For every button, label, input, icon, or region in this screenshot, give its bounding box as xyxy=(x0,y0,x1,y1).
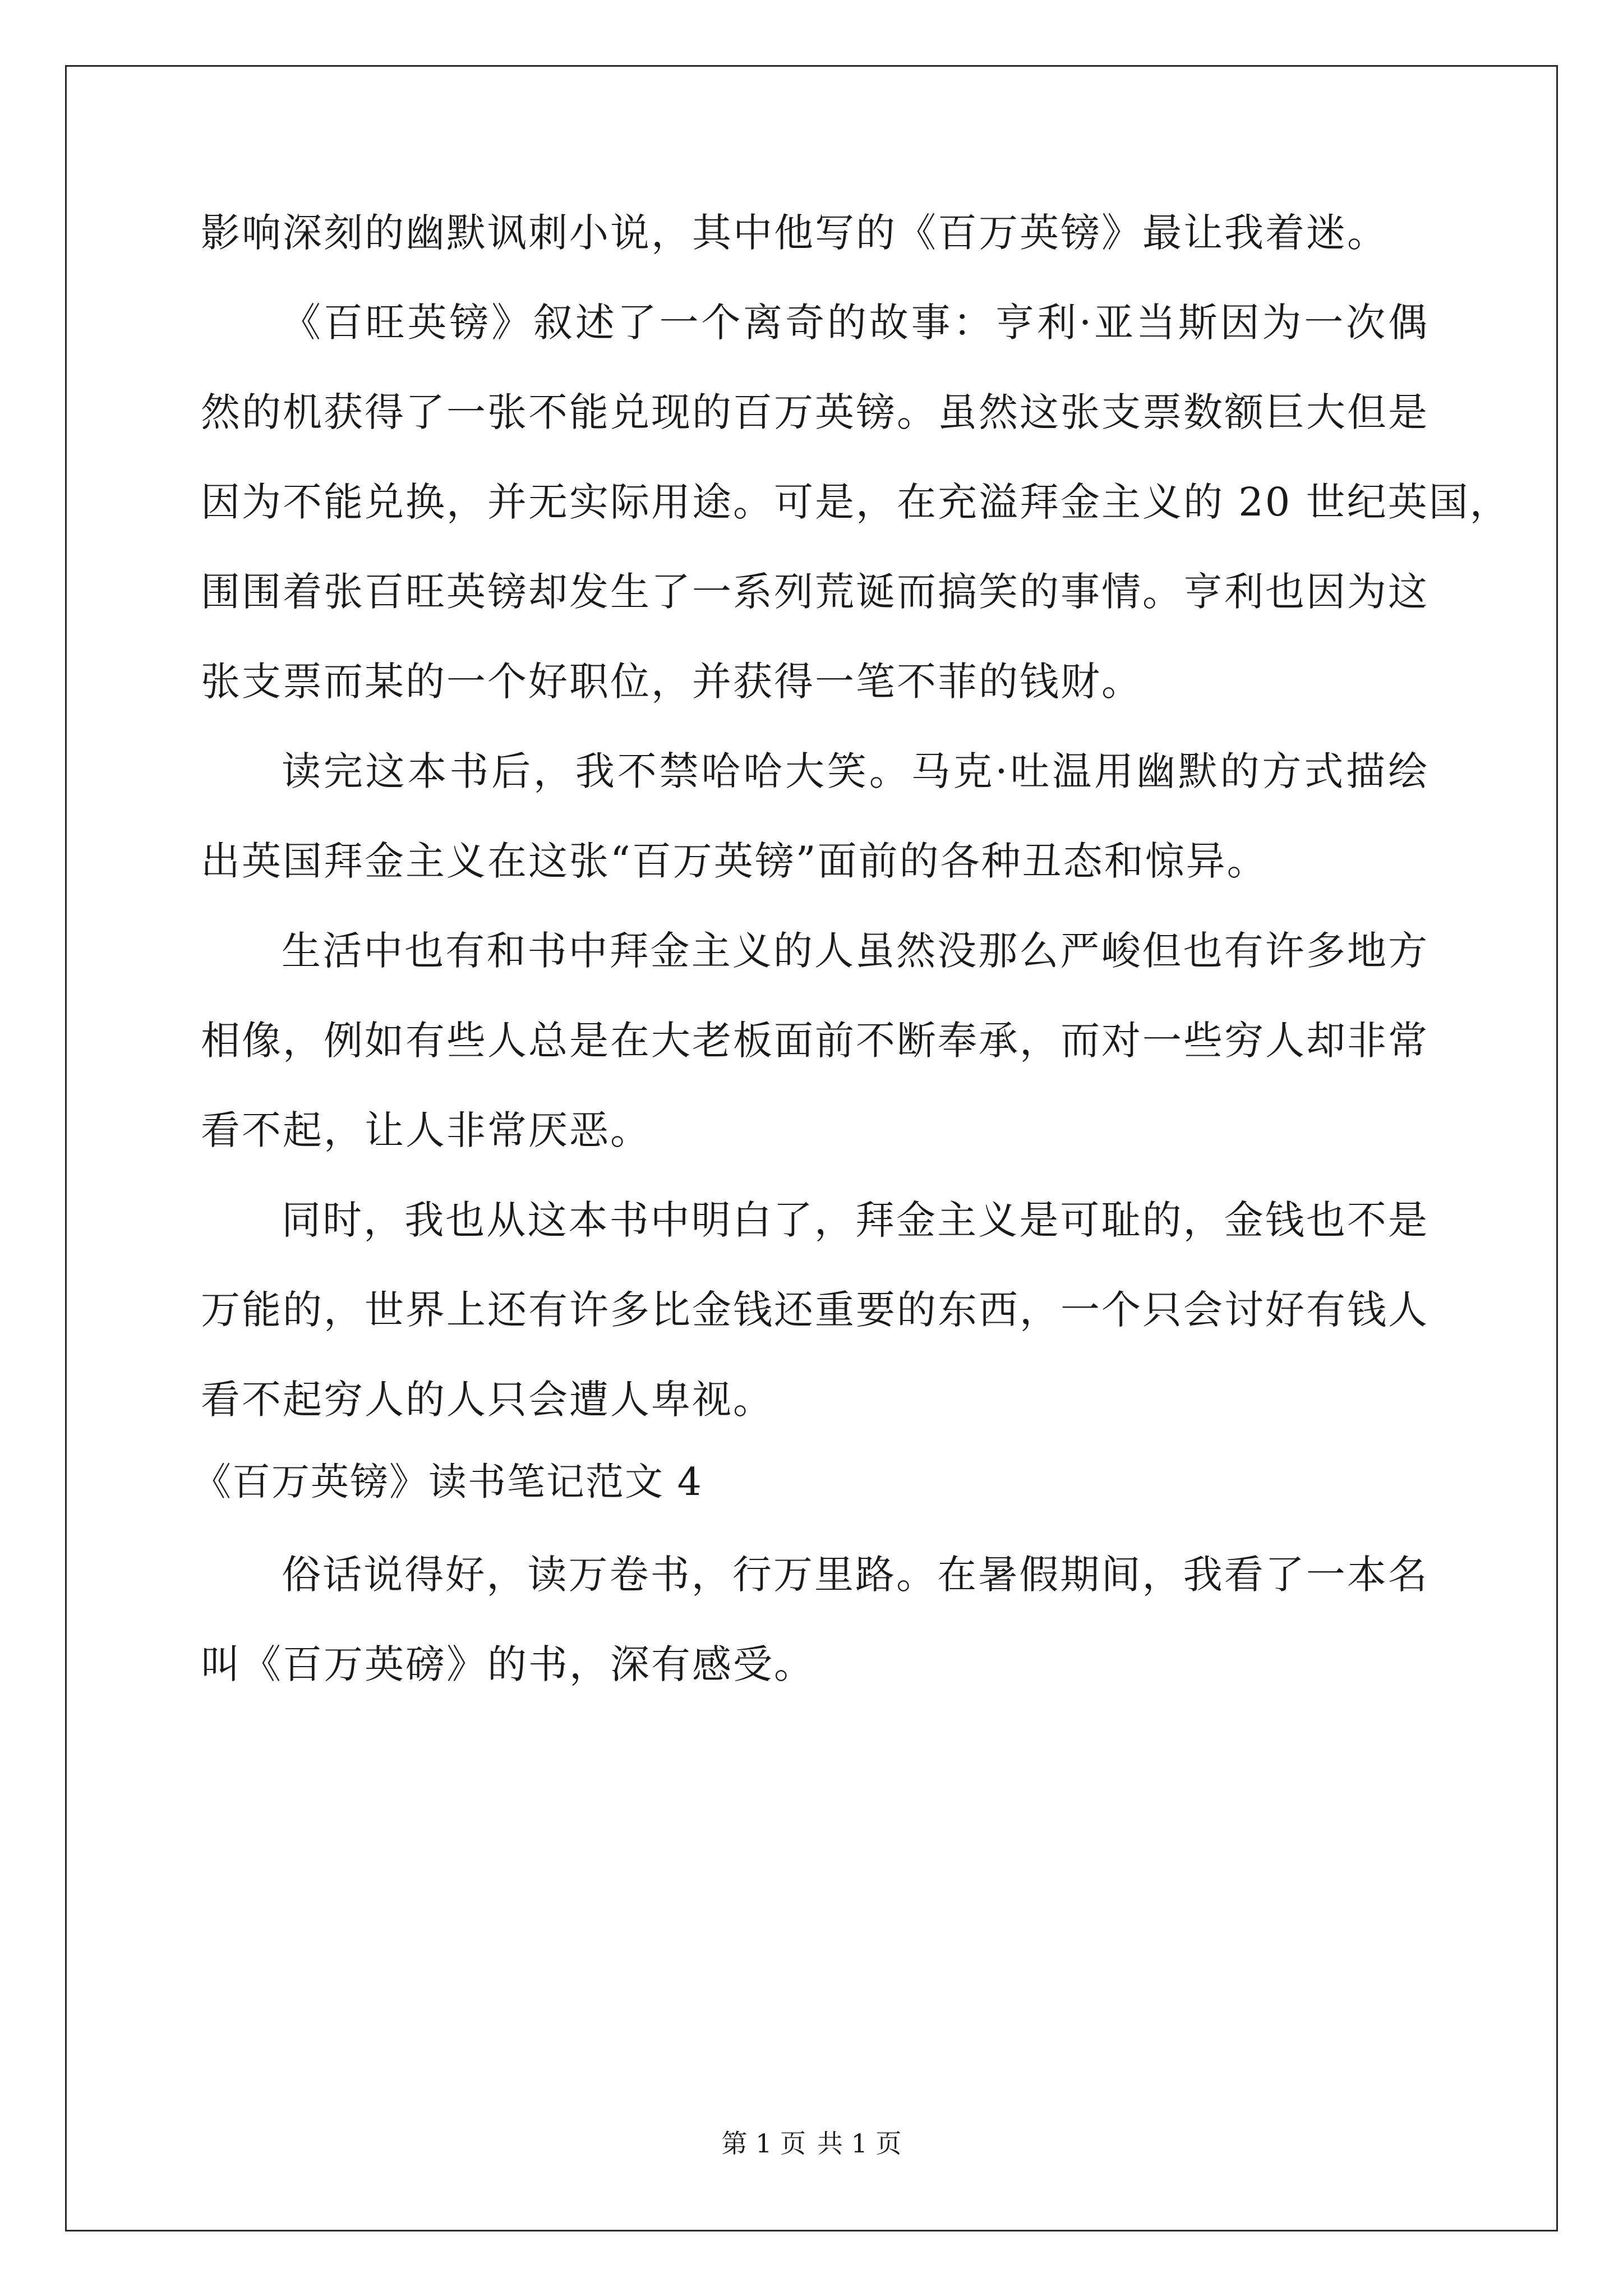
text-line: 万能的，世界上还有许多比金钱还重要的东西，一个只会讨好有钱人 xyxy=(201,1287,1429,1333)
section-heading: 《百万英镑》读书笔记范文 4 xyxy=(193,1460,703,1504)
text-line: 出英国拜金主义在这张“百万英镑”面前的各种丑态和惊异。 xyxy=(201,838,1268,884)
text-line: 叫《百万英磅》的书，深有感受。 xyxy=(201,1641,815,1687)
total-pages: 共 1 页 xyxy=(817,2128,902,2159)
text-line: 看不起穷人的人只会遭人卑视。 xyxy=(201,1377,774,1423)
text-line: 生活中也有和书中拜金主义的人虽然没那么严峻但也有许多地方 xyxy=(282,928,1429,974)
text-line: 因为不能兑换，并无实际用途。可是，在充溢拜金主义的 20 世纪英国， xyxy=(201,479,1511,525)
text-line: 然的机获得了一张不能兑现的百万英镑。虽然这张支票数额巨大但是 xyxy=(201,389,1429,435)
text-line: 俗话说得好，读万卷书，行万里路。在暑假期间，我看了一本名 xyxy=(282,1552,1429,1598)
text-line: 看不起，让人非常厌恶。 xyxy=(201,1107,651,1153)
text-line: 张支票而某的一个好职位，并获得一笔不菲的钱财。 xyxy=(201,659,1142,705)
page-footer xyxy=(0,2128,1623,2159)
text-line: 《百旺英镑》叙述了一个离奇的故事：亨利·亚当斯因为一次偶 xyxy=(282,300,1429,346)
text-line: 影响深刻的幽默讽刺小说，其中他写的《百万英镑》最让我着迷。 xyxy=(201,210,1388,256)
text-line: 相像，例如有些人总是在大老板面前不断奉承，而对一些穷人却非常 xyxy=(201,1018,1429,1064)
text-line: 读完这本书后，我不禁哈哈大笑。马克·吐温用幽默的方式描绘 xyxy=(282,748,1429,794)
text-line: 同时，我也从这本书中明白了，拜金主义是可耻的，金钱也不是 xyxy=(282,1197,1429,1243)
page-number: 第 1 页 xyxy=(721,2128,806,2159)
text-line: 围围着张百旺英镑却发生了一系列荒诞而搞笑的事情。亨利也因为这 xyxy=(201,569,1429,615)
paragraph xyxy=(201,210,1429,256)
